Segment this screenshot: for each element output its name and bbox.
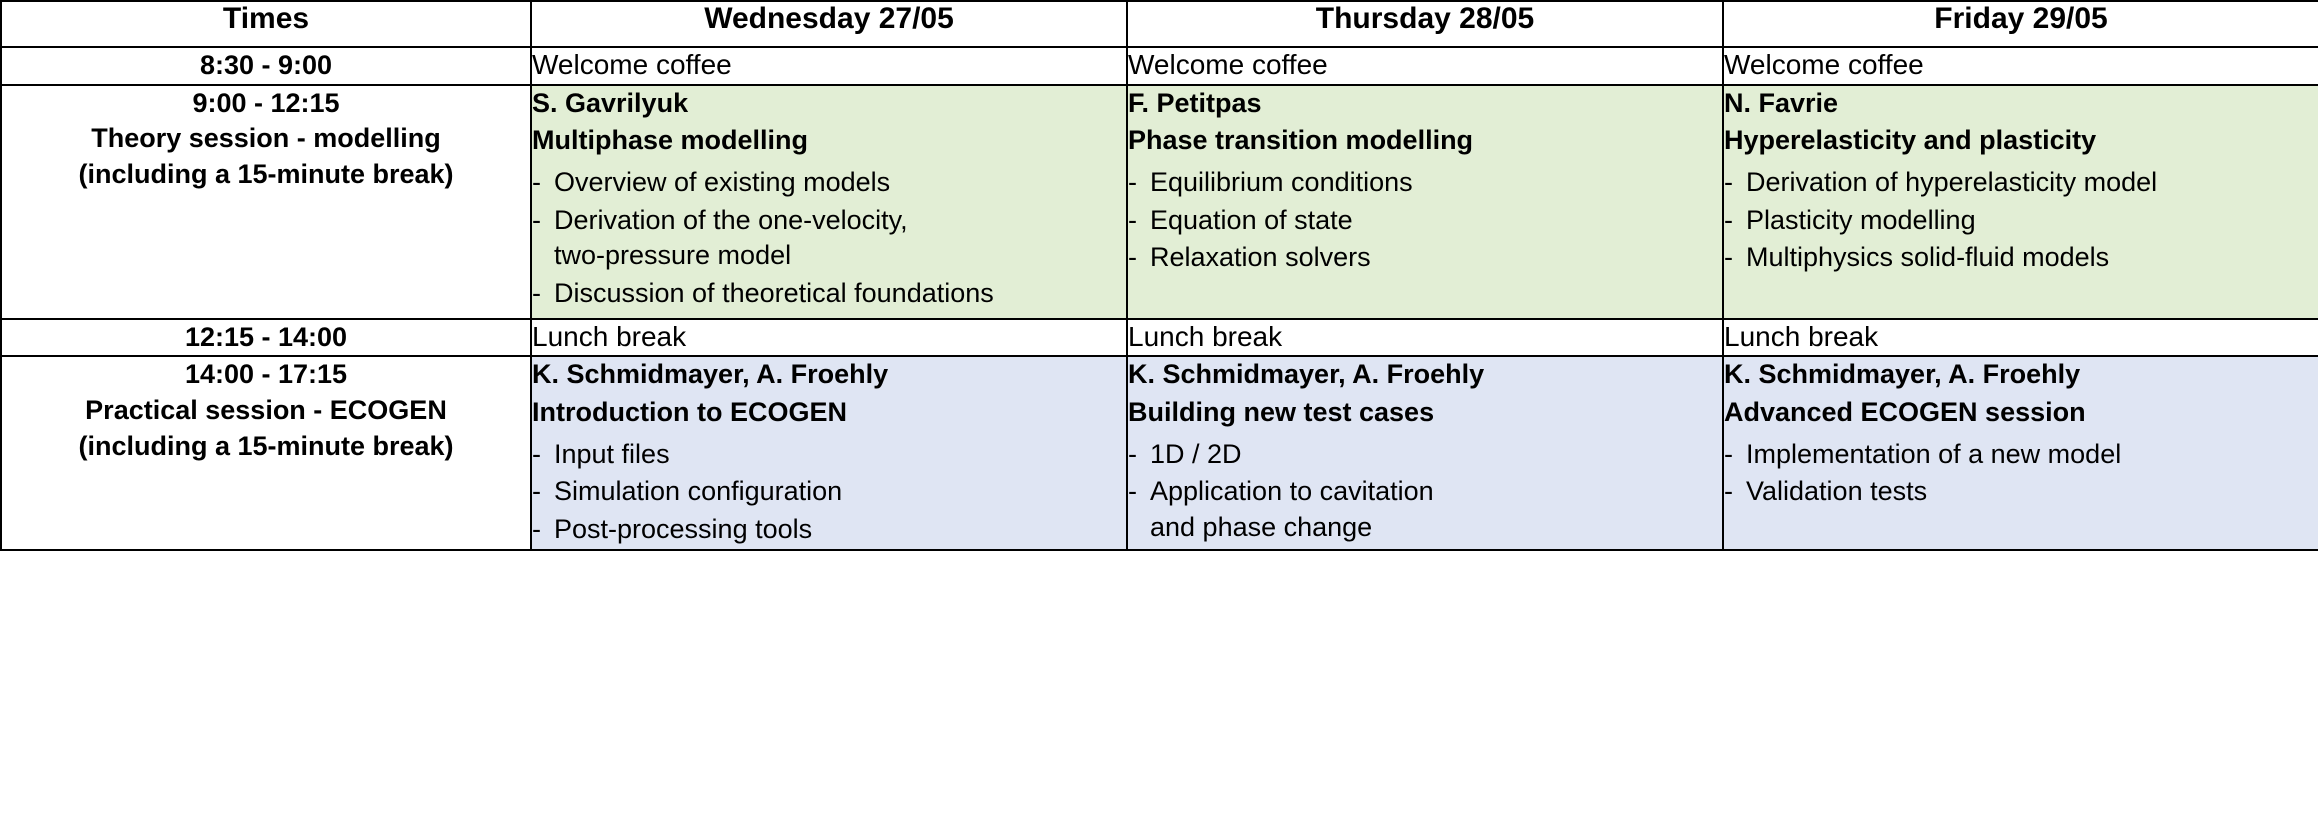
dash-icon: - bbox=[1128, 476, 1137, 507]
list-item-text: 1D / 2D bbox=[1150, 438, 1242, 469]
speaker-name: S. Gavrilyuk bbox=[532, 87, 689, 118]
dash-icon: - bbox=[1128, 242, 1137, 273]
session-topic: Advanced ECOGEN session bbox=[1724, 396, 2086, 427]
list-item bbox=[1128, 474, 1722, 545]
cell-thursday-coffee: Welcome coffee bbox=[1127, 47, 1723, 85]
time-label: 14:00 - 17:15 bbox=[184, 359, 348, 390]
cell-friday-coffee: Welcome coffee bbox=[1723, 47, 2318, 85]
list-item bbox=[1724, 437, 2318, 473]
bullet-list bbox=[532, 165, 1126, 312]
bullet-list bbox=[1128, 165, 1722, 276]
list-item-text: Relaxation solvers bbox=[1150, 242, 1371, 273]
cell-thursday-practical bbox=[1127, 356, 1723, 550]
dash-icon: - bbox=[532, 277, 541, 308]
column-header-wednesday: Wednesday 27/05 bbox=[531, 1, 1127, 47]
list-item bbox=[532, 474, 1126, 510]
list-item bbox=[1724, 165, 2318, 201]
time-cell bbox=[1, 356, 531, 550]
bullet-list bbox=[1128, 437, 1722, 546]
cell-friday-lunch: Lunch break bbox=[1723, 319, 2318, 357]
time-cell bbox=[1, 85, 531, 319]
session-topic: Building new test cases bbox=[1128, 396, 1435, 427]
time-cell bbox=[1, 319, 531, 357]
dash-icon: - bbox=[532, 204, 541, 235]
time-label: 12:15 - 14:00 bbox=[184, 321, 348, 352]
break-note: (including a 15-minute break) bbox=[78, 430, 454, 461]
cell-wednesday-coffee: Welcome coffee bbox=[531, 47, 1127, 85]
cell-wednesday-theory bbox=[531, 85, 1127, 319]
list-item bbox=[1724, 240, 2318, 276]
list-item bbox=[532, 203, 1126, 274]
bullet-list bbox=[1724, 165, 2318, 276]
dash-icon: - bbox=[532, 166, 541, 197]
list-item-text: Multiphysics solid-fluid models bbox=[1746, 242, 2110, 273]
cell-friday-practical bbox=[1723, 356, 2318, 550]
column-header-thursday: Thursday 28/05 bbox=[1127, 1, 1723, 47]
column-header-friday: Friday 29/05 bbox=[1723, 1, 2318, 47]
list-item bbox=[532, 437, 1126, 473]
list-item bbox=[1128, 240, 1722, 276]
header-row bbox=[1, 1, 2318, 47]
list-item bbox=[532, 512, 1126, 548]
dash-icon: - bbox=[1724, 204, 1733, 235]
cell-wednesday-practical bbox=[531, 356, 1127, 550]
list-item-text: Derivation of the one-velocity, bbox=[554, 204, 908, 235]
list-item-text: Simulation configuration bbox=[554, 476, 843, 507]
table-header bbox=[1, 1, 2318, 47]
list-item-text: Overview of existing models bbox=[554, 166, 891, 197]
speaker-name: K. Schmidmayer, A. Froehly bbox=[1128, 359, 1485, 390]
list-item-text-cont: two-pressure model bbox=[554, 240, 792, 271]
dash-icon: - bbox=[1128, 204, 1137, 235]
list-item-text: Implementation of a new model bbox=[1746, 438, 2122, 469]
list-item-text: Plasticity modelling bbox=[1746, 204, 1976, 235]
list-item-text: Discussion of theoretical foundations bbox=[554, 277, 994, 308]
dash-icon: - bbox=[532, 438, 541, 469]
table-row bbox=[1, 356, 2318, 550]
table-row bbox=[1, 319, 2318, 357]
cell-thursday-lunch: Lunch break bbox=[1127, 319, 1723, 357]
list-item-text: Input files bbox=[554, 438, 670, 469]
list-item-text: Equilibrium conditions bbox=[1150, 166, 1413, 197]
cell-wednesday-lunch: Lunch break bbox=[531, 319, 1127, 357]
list-item bbox=[1724, 474, 2318, 510]
session-topic: Multiphase modelling bbox=[532, 125, 809, 156]
cell-friday-theory bbox=[1723, 85, 2318, 319]
session-label: Theory session - modelling bbox=[91, 123, 441, 154]
cell-thursday-theory bbox=[1127, 85, 1723, 319]
list-item-text: Derivation of hyperelasticity model bbox=[1746, 166, 2158, 197]
list-item bbox=[1128, 437, 1722, 473]
dash-icon: - bbox=[1128, 166, 1137, 197]
list-item bbox=[1724, 203, 2318, 239]
dash-icon: - bbox=[1128, 438, 1137, 469]
list-item-text: Post-processing tools bbox=[554, 513, 813, 544]
list-item-text-cont: and phase change bbox=[1150, 511, 1373, 542]
dash-icon: - bbox=[532, 513, 541, 544]
session-topic: Hyperelasticity and plasticity bbox=[1724, 125, 2097, 156]
list-item-text: Validation tests bbox=[1746, 476, 1928, 507]
dash-icon: - bbox=[1724, 166, 1733, 197]
session-label: Practical session - ECOGEN bbox=[85, 394, 447, 425]
bullet-list bbox=[1724, 437, 2318, 510]
bullet-list bbox=[532, 437, 1126, 548]
speaker-name: N. Favrie bbox=[1724, 87, 1839, 118]
break-note: (including a 15-minute break) bbox=[78, 158, 454, 189]
dash-icon: - bbox=[1724, 476, 1733, 507]
time-label: 8:30 - 9:00 bbox=[199, 50, 333, 80]
list-item bbox=[1128, 165, 1722, 201]
session-topic: Phase transition modelling bbox=[1128, 125, 1474, 156]
list-item-text: Equation of state bbox=[1150, 204, 1353, 235]
table-row bbox=[1, 85, 2318, 319]
table-row bbox=[1, 47, 2318, 85]
dash-icon: - bbox=[1724, 242, 1733, 273]
list-item bbox=[532, 276, 1126, 312]
list-item bbox=[1128, 203, 1722, 239]
speaker-name: K. Schmidmayer, A. Froehly bbox=[532, 359, 889, 390]
dash-icon: - bbox=[1724, 438, 1733, 469]
list-item bbox=[532, 165, 1126, 201]
list-item-text: Application to cavitation bbox=[1150, 476, 1434, 507]
dash-icon: - bbox=[532, 476, 541, 507]
speaker-name: K. Schmidmayer, A. Froehly bbox=[1724, 359, 2081, 390]
session-topic: Introduction to ECOGEN bbox=[532, 396, 847, 427]
speaker-name: F. Petitpas bbox=[1128, 87, 1262, 118]
column-header-times: Times bbox=[1, 1, 531, 47]
table-body bbox=[1, 47, 2318, 550]
time-label: 9:00 - 12:15 bbox=[192, 87, 340, 118]
time-cell bbox=[1, 47, 531, 85]
